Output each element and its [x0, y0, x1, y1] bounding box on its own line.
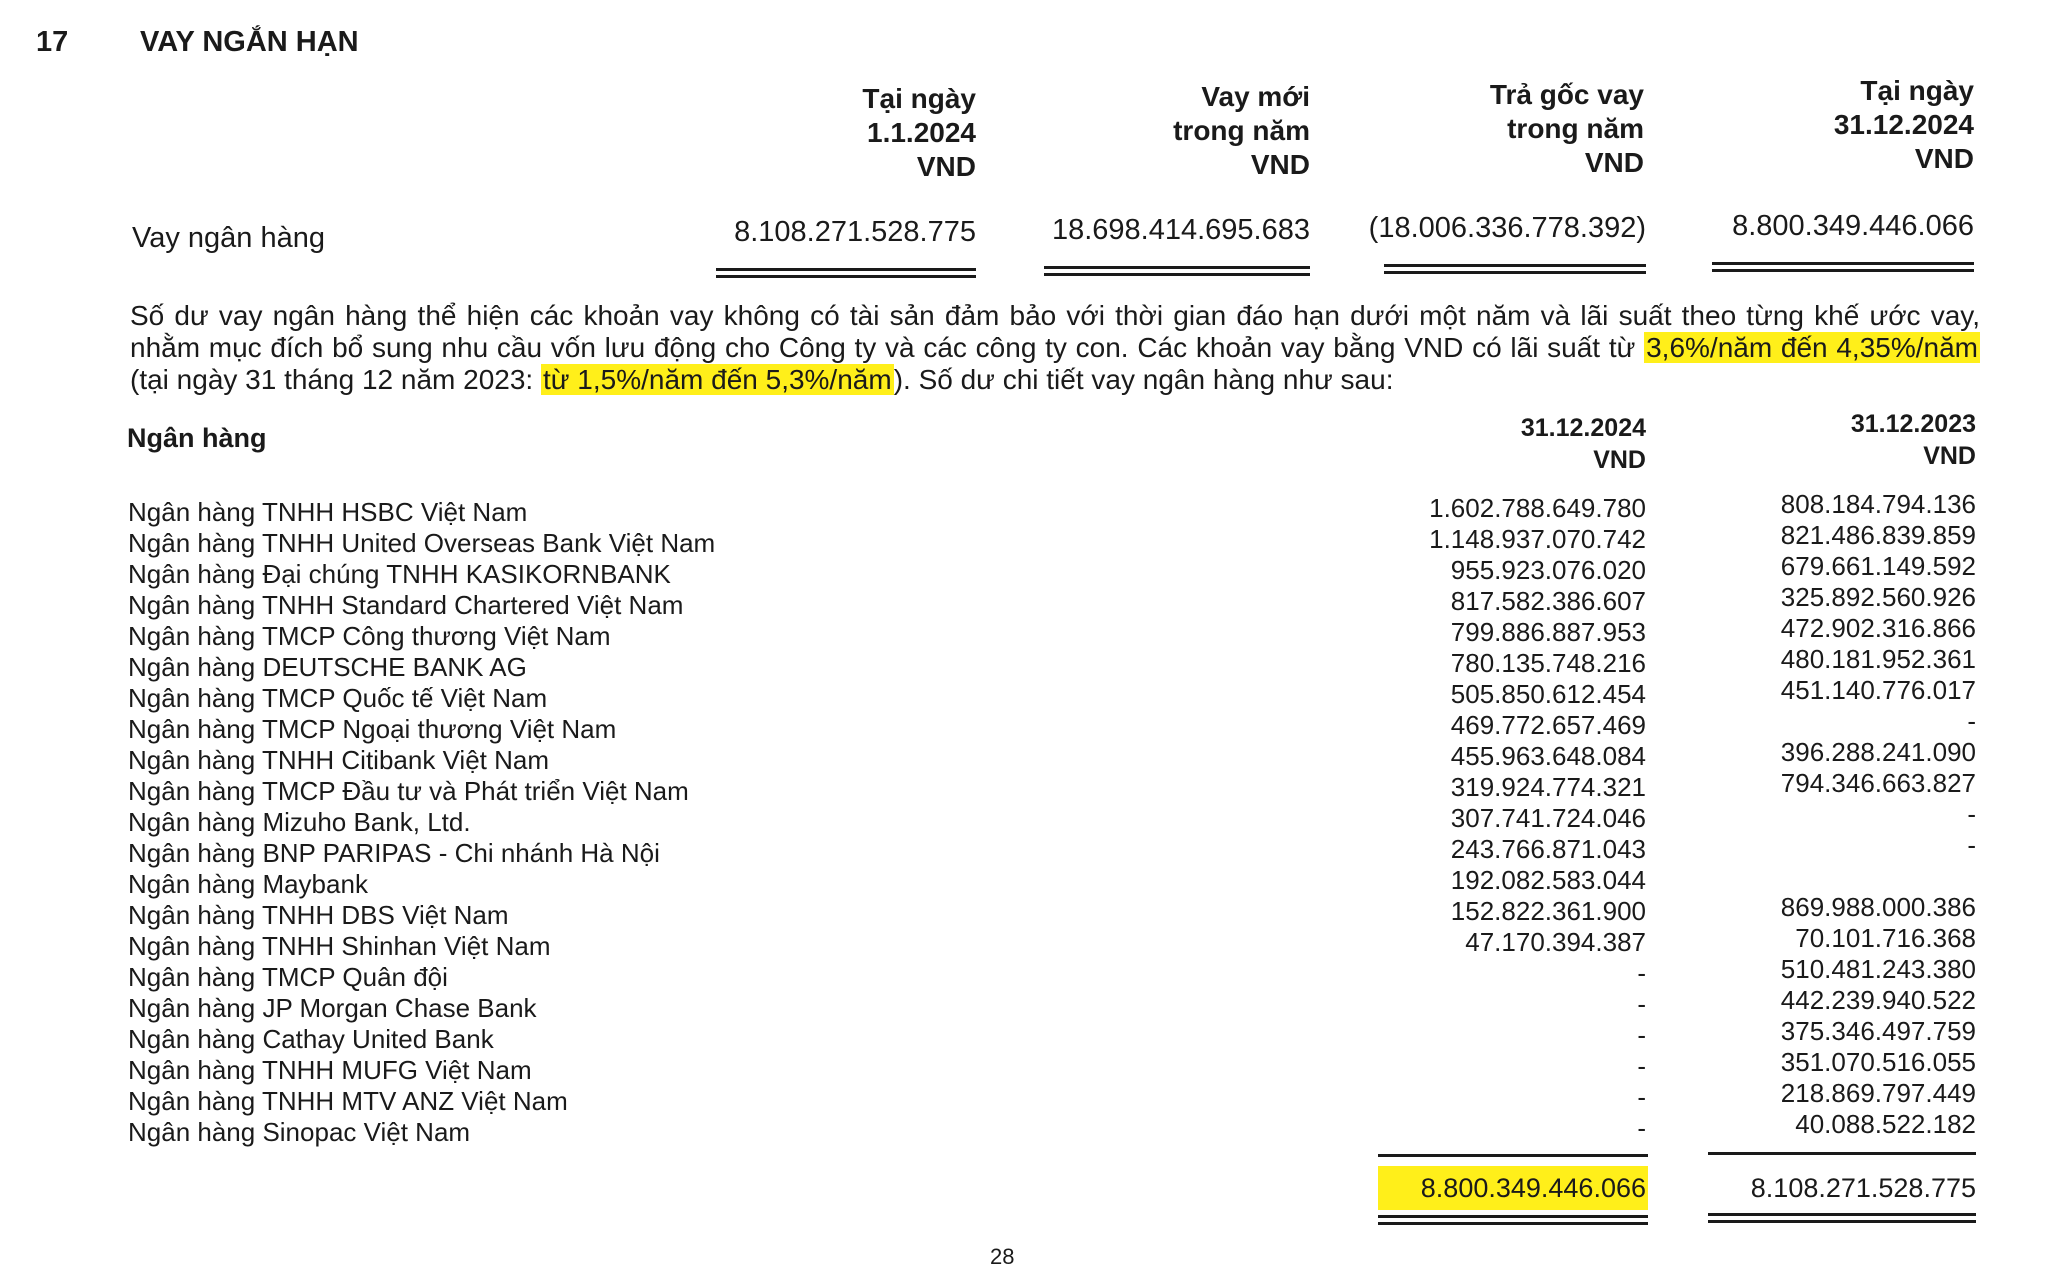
- bank-name: Ngân hàng TNHH Shinhan Việt Nam: [128, 931, 551, 961]
- bank-name: Ngân hàng TNHH MUFG Việt Nam: [128, 1055, 532, 1085]
- bank-name: Ngân hàng Đại chúng TNHH KASIKORNBANK: [128, 559, 671, 589]
- value-2023: 451.140.776.017: [1780, 675, 1976, 705]
- double-underline: [1044, 266, 1310, 269]
- value-2024: 955.923.076.020: [1450, 555, 1646, 585]
- summary-row-label: Vay ngân hàng: [132, 222, 325, 254]
- bank-name: Ngân hàng JP Morgan Chase Bank: [128, 993, 537, 1023]
- bank-name: Ngân hàng TNHH Standard Chartered Việt Nam: [128, 590, 684, 620]
- highlight-rate-2023: từ 1,5%/năm đến 5,3%/năm: [542, 364, 892, 395]
- value-2023: 351.070.516.055: [1780, 1047, 1976, 1077]
- double-underline: [716, 268, 976, 271]
- value-2024: 799.886.887.953: [1450, 617, 1646, 647]
- value-2023: 808.184.794.136: [1780, 489, 1976, 519]
- bank-name: Ngân hàng TMCP Quốc tế Việt Nam: [128, 683, 548, 713]
- summary-value-repayments: (18.006.336.778.392): [1368, 212, 1646, 244]
- value-2024: 817.582.386.607: [1450, 586, 1646, 616]
- summary-header-opening: Tại ngày 1.1.2024 VND: [862, 83, 976, 182]
- bank-name: Ngân hàng TNHH Citibank Việt Nam: [128, 745, 550, 775]
- bank-name: Ngân hàng DEUTSCHE BANK AG: [128, 652, 527, 682]
- value-2023: 325.892.560.926: [1780, 582, 1976, 612]
- value-2023: 472.902.316.866: [1780, 613, 1976, 643]
- value-2024: -: [1637, 1020, 1646, 1050]
- value-2023: 480.181.952.361: [1780, 644, 1976, 674]
- value-2023: 218.869.797.449: [1780, 1078, 1976, 1108]
- double-underline: [1384, 271, 1646, 274]
- section-number: 17: [36, 26, 69, 58]
- value-2024: 152.822.361.900: [1450, 896, 1646, 926]
- summary-header-closing: Tại ngày 31.12.2024 VND: [1833, 75, 1974, 174]
- double-underline: [1378, 1215, 1648, 1218]
- paragraph-text: ). Số dư chi tiết vay ngân hàng như sau:: [893, 364, 1394, 395]
- summary-value-opening: 8.108.271.528.775: [734, 216, 976, 248]
- double-underline: [1044, 273, 1310, 276]
- value-2024: 243.766.871.043: [1450, 834, 1646, 864]
- value-2024: 455.963.648.084: [1450, 741, 1646, 771]
- paragraph-text: (tại ngày 31 tháng 12 năm 2023:: [130, 364, 541, 395]
- bank-name: Ngân hàng TMCP Ngoại thương Việt Nam: [128, 714, 617, 744]
- value-2023: 40.088.522.182: [1795, 1109, 1976, 1139]
- summary-value-new-loans: 18.698.414.695.683: [1051, 214, 1310, 246]
- total-top-rule: [1378, 1154, 1648, 1157]
- highlight-rate-2024: 3,6%/năm đến 4,35%/năm: [1646, 332, 1979, 363]
- value-2024: 1.148.937.070.742: [1429, 524, 1646, 554]
- bank-name: Ngân hàng TNHH DBS Việt Nam: [128, 900, 509, 930]
- value-2024: -: [1637, 1051, 1646, 1081]
- value-2024: 469.772.657.469: [1450, 710, 1646, 740]
- value-2024: 307.741.724.046: [1450, 803, 1646, 833]
- value-2024: -: [1637, 1082, 1646, 1112]
- double-underline: [1712, 269, 1974, 272]
- value-2024: -: [1637, 989, 1646, 1019]
- total-top-rule: [1708, 1152, 1976, 1155]
- bank-name: Ngân hàng Mizuho Bank, Ltd.: [128, 807, 471, 837]
- bank-name: Ngân hàng TNHH United Overseas Bank Việt Nam: [128, 528, 716, 558]
- summary-header-new-loans: Vay mới trong năm VND: [1173, 81, 1310, 180]
- value-2023: 375.346.497.759: [1780, 1016, 1976, 1046]
- value-2023: -: [1967, 799, 1976, 829]
- double-underline: [716, 275, 976, 278]
- double-underline: [1708, 1220, 1976, 1223]
- double-underline: [1384, 264, 1646, 267]
- bank-name: Ngân hàng BNP PARIPAS - Chi nhánh Hà Nội: [128, 838, 660, 868]
- value-2023: 821.486.839.859: [1780, 520, 1976, 550]
- bank-name: Ngân hàng TNHH HSBC Việt Nam: [128, 497, 528, 527]
- total-2023: 8.108.271.528.775: [1750, 1173, 1976, 1203]
- paragraph-text: Số dư vay ngân hàng thể hiện các khoản vay không có tài sản đảm bảo với thời gian đáo hạn dưới một năm và lãi suất theo từng khế ước vay, nhằm mục đích bổ sung nhu cầu vốn lưu động cho Công ty và các công ty con. Các khoản vay bằng VND có lãi suất từ: [130, 300, 1980, 363]
- value-2024: 319.924.774.321: [1450, 772, 1646, 802]
- page-number: 28: [990, 1244, 1015, 1269]
- bank-name: Ngân hàng Sinopac Việt Nam: [128, 1117, 471, 1147]
- value-2024: 505.850.612.454: [1450, 679, 1646, 709]
- detail-header-2023: 31.12.2023 VND: [1850, 410, 1976, 470]
- value-2024: 192.082.583.044: [1450, 865, 1646, 895]
- value-2023: 510.481.243.380: [1780, 954, 1976, 984]
- bank-name: Ngân hàng TMCP Quân đội: [128, 962, 448, 992]
- bank-name: Ngân hàng Cathay United Bank: [128, 1024, 494, 1054]
- value-2023: -: [1967, 706, 1976, 736]
- detail-header-2024: 31.12.2024 VND: [1520, 414, 1646, 474]
- summary-value-closing: 8.800.349.446.066: [1732, 210, 1974, 242]
- double-underline: [1378, 1222, 1648, 1225]
- bank-name: Ngân hàng Maybank: [128, 869, 368, 899]
- value-2024: 1.602.788.649.780: [1429, 493, 1646, 523]
- value-2023: 396.288.241.090: [1780, 737, 1976, 767]
- summary-header-repayments: Trả gốc vay trong năm VND: [1489, 79, 1644, 178]
- value-2023: 442.239.940.522: [1780, 985, 1976, 1015]
- value-2024: -: [1637, 1113, 1646, 1143]
- total-2024: 8.800.349.446.066: [1378, 1166, 1648, 1210]
- bank-name: Ngân hàng TMCP Công thương Việt Nam: [128, 621, 611, 651]
- value-2024: 780.135.748.216: [1450, 648, 1646, 678]
- value-2023: 869.988.000.386: [1780, 892, 1976, 922]
- description-paragraph: [130, 300, 1980, 396]
- section-title: VAY NGẮN HẠN: [140, 26, 359, 58]
- value-2023: 794.346.663.827: [1780, 768, 1976, 798]
- value-2024: 47.170.394.387: [1465, 927, 1646, 957]
- value-2023: -: [1967, 830, 1976, 860]
- value-2023: 70.101.716.368: [1795, 923, 1976, 953]
- detail-header-bank: Ngân hàng: [127, 423, 267, 453]
- double-underline: [1708, 1213, 1976, 1216]
- bank-name: Ngân hàng TMCP Đầu tư và Phát triển Việt Nam: [128, 776, 689, 806]
- bank-name: Ngân hàng TNHH MTV ANZ Việt Nam: [128, 1086, 568, 1116]
- double-underline: [1712, 262, 1974, 265]
- value-2023: 679.661.149.592: [1780, 551, 1976, 581]
- value-2024: -: [1637, 958, 1646, 988]
